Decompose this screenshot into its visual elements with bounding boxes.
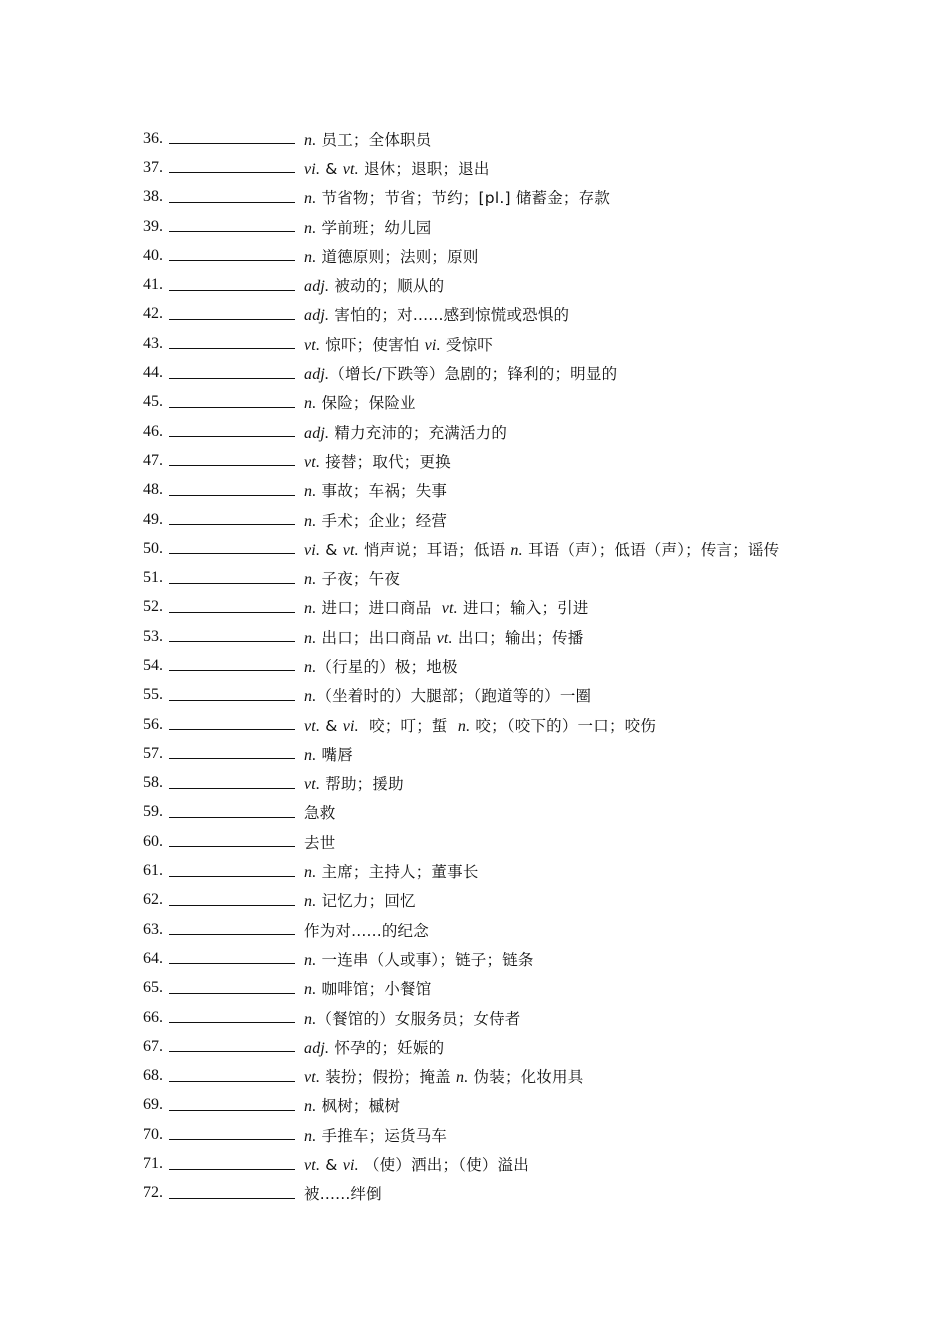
answer-blank[interactable] bbox=[169, 246, 295, 261]
vocab-item bbox=[143, 1149, 863, 1178]
item-number: 53. bbox=[143, 627, 163, 645]
definition bbox=[304, 1182, 382, 1204]
part-of-speech: n. bbox=[304, 131, 317, 149]
item-number: 36. bbox=[143, 129, 163, 147]
definition-text: 耳语（声）；低语（声）；传言；谣传 bbox=[522, 540, 780, 559]
part-of-speech: n. bbox=[304, 658, 317, 676]
item-number: 56. bbox=[143, 715, 163, 733]
part-of-speech: n. bbox=[510, 541, 523, 559]
answer-blank[interactable] bbox=[169, 129, 295, 144]
part-of-speech: n. bbox=[304, 1098, 317, 1116]
part-of-speech: n. bbox=[304, 600, 317, 618]
vocab-item bbox=[143, 563, 863, 592]
definition-text: 受惊吓 bbox=[440, 335, 494, 354]
definition bbox=[304, 333, 493, 355]
part-of-speech: adj. bbox=[304, 1039, 330, 1057]
answer-blank[interactable] bbox=[169, 744, 295, 759]
vocab-item bbox=[143, 915, 863, 944]
vocab-item bbox=[143, 1032, 863, 1061]
part-of-speech: vi. bbox=[342, 1157, 359, 1175]
part-of-speech: adj. bbox=[304, 424, 330, 442]
definition-text: 节省物；节省；节约；[pl.] 储蓄金；存款 bbox=[316, 189, 611, 208]
part-of-speech: vt. bbox=[304, 453, 321, 471]
part-of-speech: adj. bbox=[304, 307, 330, 325]
part-of-speech: vt. bbox=[304, 776, 321, 794]
definition bbox=[304, 1036, 444, 1058]
definition bbox=[304, 1124, 447, 1146]
part-of-speech: vt. bbox=[304, 336, 321, 354]
vocab-item bbox=[143, 798, 863, 827]
item-number: 37. bbox=[143, 158, 163, 176]
definition-text: 怀孕的；妊娠的 bbox=[329, 1038, 445, 1057]
answer-blank[interactable] bbox=[169, 686, 295, 701]
vocab-item bbox=[143, 300, 863, 329]
vocab-item bbox=[143, 388, 863, 417]
item-number: 61. bbox=[143, 862, 163, 880]
definition bbox=[304, 596, 589, 618]
vocab-item bbox=[143, 827, 863, 856]
item-number: 63. bbox=[143, 920, 163, 938]
part-of-speech: vt. bbox=[441, 600, 458, 618]
definition-text: 进口；进口商品 bbox=[316, 599, 442, 618]
part-of-speech: n. bbox=[304, 190, 317, 208]
item-number: 67. bbox=[143, 1037, 163, 1055]
definition-text: （坐着时的）大腿部；（跑道等的）一圈 bbox=[316, 687, 592, 706]
answer-blank[interactable] bbox=[169, 774, 295, 789]
definition-text: 出口；输出；传播 bbox=[452, 628, 584, 647]
definition-text: 精力充沛的；充满活力的 bbox=[329, 423, 508, 442]
definition bbox=[304, 1153, 529, 1175]
definition bbox=[304, 626, 583, 648]
vocab-item bbox=[143, 446, 863, 475]
answer-blank[interactable] bbox=[169, 949, 295, 964]
part-of-speech: n. bbox=[304, 395, 317, 413]
answer-blank[interactable] bbox=[169, 920, 295, 935]
item-number: 70. bbox=[143, 1125, 163, 1143]
part-of-speech: vt. bbox=[436, 629, 453, 647]
answer-blank[interactable] bbox=[169, 598, 295, 613]
definition bbox=[304, 128, 431, 150]
definition bbox=[304, 860, 479, 882]
definition-text: 惊吓；使害怕 bbox=[320, 335, 425, 354]
vocab-item bbox=[143, 593, 863, 622]
vocab-item bbox=[143, 651, 863, 680]
answer-blank[interactable] bbox=[169, 217, 295, 232]
definition-text: & bbox=[320, 716, 343, 735]
vocab-item bbox=[143, 944, 863, 973]
definition bbox=[304, 479, 447, 501]
definition bbox=[304, 303, 569, 325]
item-number: 41. bbox=[143, 276, 163, 294]
definition-text: 保险；保险业 bbox=[316, 394, 416, 413]
item-number: 54. bbox=[143, 656, 163, 674]
definition-text: （行星的）极；地极 bbox=[316, 657, 458, 676]
definition bbox=[304, 831, 335, 853]
definition-text: 帮助；援助 bbox=[320, 775, 404, 794]
definition bbox=[304, 743, 353, 765]
vocab-item bbox=[143, 358, 863, 387]
definition-text: 记忆力；回忆 bbox=[316, 892, 416, 911]
part-of-speech: vi. bbox=[304, 160, 321, 178]
answer-blank[interactable] bbox=[169, 158, 295, 173]
item-number: 43. bbox=[143, 334, 163, 352]
item-number: 44. bbox=[143, 364, 163, 382]
definition-text: 枫树；槭树 bbox=[316, 1097, 401, 1116]
vocab-item bbox=[143, 417, 863, 446]
item-number: 50. bbox=[143, 539, 163, 557]
definition bbox=[304, 772, 404, 794]
definition bbox=[304, 157, 490, 179]
part-of-speech: n. bbox=[304, 864, 317, 882]
item-number: 45. bbox=[143, 393, 163, 411]
item-number: 51. bbox=[143, 569, 163, 587]
definition bbox=[304, 889, 416, 911]
item-number: 59. bbox=[143, 803, 163, 821]
definition-text: 被......绊倒 bbox=[304, 1185, 382, 1204]
vocab-item bbox=[143, 153, 863, 182]
definition-text: 出口；出口商品 bbox=[316, 628, 437, 647]
definition-text: 咖啡馆；小餐馆 bbox=[316, 980, 432, 999]
item-number: 65. bbox=[143, 979, 163, 997]
item-number: 71. bbox=[143, 1155, 163, 1173]
answer-blank[interactable] bbox=[169, 276, 295, 291]
item-number: 39. bbox=[143, 217, 163, 235]
answer-blank[interactable] bbox=[169, 393, 295, 408]
answer-blank[interactable] bbox=[169, 862, 295, 877]
vocab-item bbox=[143, 534, 863, 563]
answer-blank[interactable] bbox=[169, 1125, 295, 1140]
answer-blank[interactable] bbox=[169, 569, 295, 584]
vocab-item bbox=[143, 1003, 863, 1032]
definition bbox=[304, 362, 617, 384]
answer-blank[interactable] bbox=[169, 188, 295, 203]
definition-text: 急救 bbox=[304, 804, 336, 823]
item-number: 64. bbox=[143, 949, 163, 967]
definition-text: 一连串（人或事）；链子；链条 bbox=[316, 950, 534, 969]
definition-text: 装扮；假扮；掩盖 bbox=[320, 1068, 457, 1087]
definition bbox=[304, 684, 591, 706]
vocab-item bbox=[143, 886, 863, 915]
definition bbox=[304, 450, 451, 472]
part-of-speech: n. bbox=[304, 629, 317, 647]
answer-blank[interactable] bbox=[169, 627, 295, 642]
answer-blank[interactable] bbox=[169, 451, 295, 466]
definition-text: 道德原则；法则；原则 bbox=[316, 247, 479, 266]
item-number: 49. bbox=[143, 510, 163, 528]
definition-text: 被动的；顺从的 bbox=[329, 277, 445, 296]
part-of-speech: n. bbox=[304, 951, 317, 969]
part-of-speech: n. bbox=[304, 981, 317, 999]
vocab-item bbox=[143, 329, 863, 358]
vocab-item bbox=[143, 710, 863, 739]
part-of-speech: n. bbox=[304, 248, 317, 266]
definition bbox=[304, 216, 431, 238]
definition-text: 事故；车祸；失事 bbox=[316, 482, 448, 501]
definition bbox=[304, 567, 400, 589]
answer-blank[interactable] bbox=[169, 510, 295, 525]
part-of-speech: adj. bbox=[304, 278, 330, 296]
part-of-speech: vt. bbox=[304, 717, 321, 735]
definition-text: 害怕的；对......感到惊慌或恐惧的 bbox=[329, 306, 570, 325]
answer-blank[interactable] bbox=[169, 1037, 295, 1052]
definition-text: & bbox=[320, 1156, 343, 1175]
part-of-speech: n. bbox=[304, 1127, 317, 1145]
definition bbox=[304, 186, 610, 208]
vocab-item bbox=[143, 1179, 863, 1208]
part-of-speech: n. bbox=[304, 483, 317, 501]
part-of-speech: n. bbox=[304, 571, 317, 589]
answer-blank[interactable] bbox=[169, 539, 295, 554]
answer-blank[interactable] bbox=[169, 1067, 295, 1082]
definition bbox=[304, 1094, 400, 1116]
part-of-speech: n. bbox=[304, 512, 317, 530]
definition-text: & bbox=[320, 540, 343, 559]
part-of-speech: n. bbox=[304, 688, 317, 706]
definition-text: 咬；（咬下的）一口；咬伤 bbox=[470, 716, 657, 735]
definition-text: 员工；全体职员 bbox=[316, 130, 432, 149]
definition bbox=[304, 391, 416, 413]
vocab-item bbox=[143, 124, 863, 153]
answer-blank[interactable] bbox=[169, 1184, 295, 1199]
definition-text: （增长/下跌等）急剧的；锋利的；明显的 bbox=[329, 365, 618, 384]
answer-blank[interactable] bbox=[169, 803, 295, 818]
definition bbox=[304, 977, 431, 999]
answer-blank[interactable] bbox=[169, 305, 295, 320]
vocabulary-list bbox=[143, 124, 863, 1208]
item-number: 62. bbox=[143, 891, 163, 909]
item-number: 69. bbox=[143, 1096, 163, 1114]
part-of-speech: n. bbox=[304, 219, 317, 237]
part-of-speech: vt. bbox=[304, 1157, 321, 1175]
answer-blank[interactable] bbox=[169, 1008, 295, 1023]
part-of-speech: vi. bbox=[424, 336, 441, 354]
definition bbox=[304, 714, 656, 736]
vocab-item bbox=[143, 622, 863, 651]
item-number: 72. bbox=[143, 1184, 163, 1202]
answer-blank[interactable] bbox=[169, 1155, 295, 1170]
answer-blank[interactable] bbox=[169, 832, 295, 847]
definition bbox=[304, 274, 444, 296]
vocab-item bbox=[143, 1091, 863, 1120]
item-number: 60. bbox=[143, 832, 163, 850]
vocab-item bbox=[143, 183, 863, 212]
part-of-speech: n. bbox=[304, 1010, 317, 1028]
item-number: 57. bbox=[143, 744, 163, 762]
definition-text: 进口；输入；引进 bbox=[457, 599, 589, 618]
definition bbox=[304, 655, 458, 677]
part-of-speech: adj. bbox=[304, 366, 330, 384]
item-number: 47. bbox=[143, 451, 163, 469]
vocab-item bbox=[143, 769, 863, 798]
answer-blank[interactable] bbox=[169, 422, 295, 437]
vocab-item bbox=[143, 270, 863, 299]
definition bbox=[304, 919, 429, 941]
answer-blank[interactable] bbox=[169, 481, 295, 496]
item-number: 68. bbox=[143, 1067, 163, 1085]
vocab-item bbox=[143, 476, 863, 505]
definition-text: 子夜；午夜 bbox=[316, 570, 401, 589]
part-of-speech: n. bbox=[304, 893, 317, 911]
item-number: 38. bbox=[143, 188, 163, 206]
part-of-speech: vi. bbox=[304, 541, 321, 559]
definition-text: 咬；叮；蜇 bbox=[358, 716, 458, 735]
definition bbox=[304, 421, 507, 443]
item-number: 58. bbox=[143, 774, 163, 792]
definition bbox=[304, 801, 335, 823]
definition bbox=[304, 948, 534, 970]
part-of-speech: vi. bbox=[342, 717, 359, 735]
answer-blank[interactable] bbox=[169, 715, 295, 730]
vocab-item bbox=[143, 241, 863, 270]
definition bbox=[304, 509, 447, 531]
vocab-item bbox=[143, 681, 863, 710]
definition-text: （使）洒出；（使）溢出 bbox=[358, 1156, 529, 1175]
definition-text: 伪装；化妆用具 bbox=[468, 1068, 584, 1087]
vocab-item bbox=[143, 974, 863, 1003]
item-number: 52. bbox=[143, 598, 163, 616]
definition-text: & bbox=[320, 159, 343, 178]
answer-blank[interactable] bbox=[169, 656, 295, 671]
definition-text: 学前班；幼儿园 bbox=[316, 218, 432, 237]
answer-blank[interactable] bbox=[169, 334, 295, 349]
definition-text: 手推车；运货马车 bbox=[316, 1126, 448, 1145]
part-of-speech: vt. bbox=[342, 541, 359, 559]
item-number: 48. bbox=[143, 481, 163, 499]
definition bbox=[304, 538, 779, 560]
definition-text: 主席；主持人；董事长 bbox=[316, 863, 479, 882]
vocab-item bbox=[143, 1062, 863, 1091]
definition-text: 接替；取代；更换 bbox=[320, 452, 451, 471]
vocab-item bbox=[143, 505, 863, 534]
part-of-speech: vt. bbox=[304, 1069, 321, 1087]
item-number: 55. bbox=[143, 686, 163, 704]
answer-blank[interactable] bbox=[169, 891, 295, 906]
definition-text: 退休；退职；退出 bbox=[358, 159, 490, 178]
part-of-speech: vt. bbox=[342, 160, 359, 178]
answer-blank[interactable] bbox=[169, 1096, 295, 1111]
item-number: 46. bbox=[143, 422, 163, 440]
definition-text: 作为对......的纪念 bbox=[304, 921, 429, 940]
vocab-item bbox=[143, 212, 863, 241]
definition bbox=[304, 1007, 521, 1029]
definition bbox=[304, 245, 479, 267]
definition-text: （餐馆的）女服务员；女侍者 bbox=[316, 1009, 521, 1028]
part-of-speech: n. bbox=[457, 717, 471, 735]
vocab-item bbox=[143, 1120, 863, 1149]
answer-blank[interactable] bbox=[169, 979, 295, 994]
item-number: 66. bbox=[143, 1008, 163, 1026]
vocab-item bbox=[143, 739, 863, 768]
item-number: 42. bbox=[143, 305, 163, 323]
definition bbox=[304, 1065, 583, 1087]
answer-blank[interactable] bbox=[169, 364, 295, 379]
definition-text: 悄声说；耳语；低语 bbox=[358, 540, 511, 559]
vocab-item bbox=[143, 856, 863, 885]
definition-text: 去世 bbox=[304, 833, 336, 852]
definition-text: 嘴唇 bbox=[316, 745, 353, 764]
part-of-speech: n. bbox=[304, 746, 317, 764]
part-of-speech: n. bbox=[456, 1069, 469, 1087]
item-number: 40. bbox=[143, 246, 163, 264]
definition-text: 手术；企业；经营 bbox=[316, 511, 448, 530]
